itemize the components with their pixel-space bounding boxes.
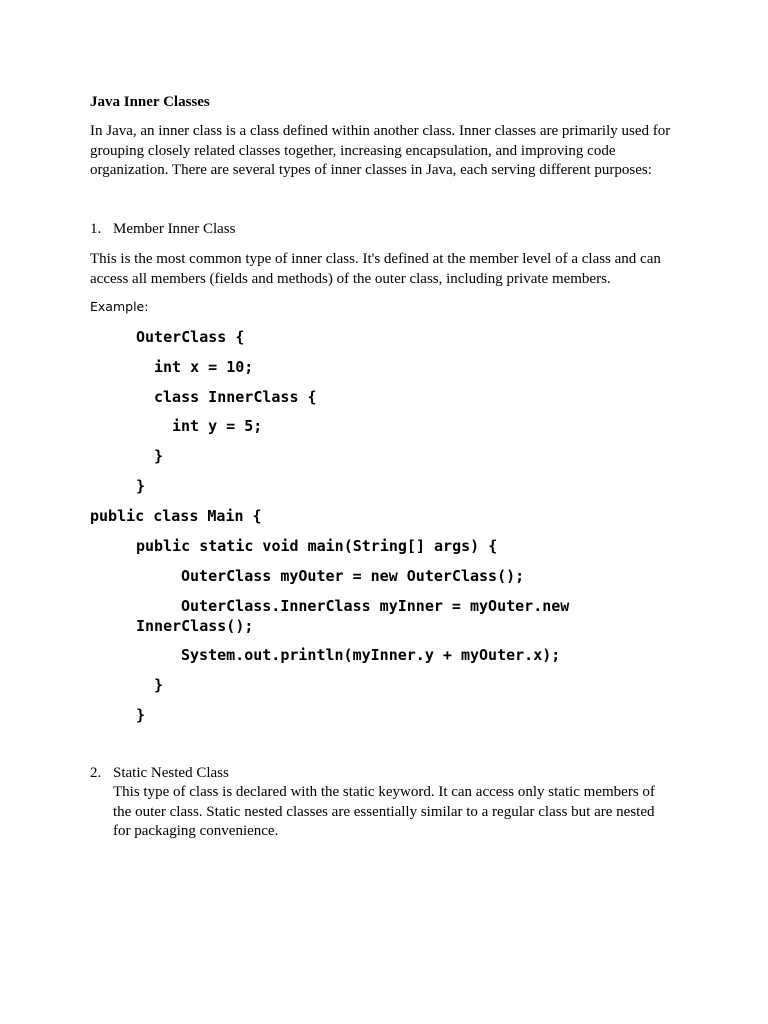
code-line: } bbox=[136, 706, 146, 724]
code-line: int x = 10; bbox=[154, 358, 254, 376]
code-line: public class Main { bbox=[90, 507, 262, 525]
code-line: OuterClass { bbox=[136, 328, 245, 346]
code-line: System.out.println(myInner.y + myOuter.x); bbox=[181, 646, 561, 664]
code-line: } bbox=[154, 447, 164, 465]
list-item-1-title: Member Inner Class bbox=[113, 221, 236, 237]
member-inner-class-description: This is the most common type of inner class. It's defined at the member level of a class and can access all members (fields and methods) of the outer class, including private members. bbox=[90, 251, 661, 287]
example-label: Example: bbox=[90, 299, 149, 314]
code-line: OuterClass.InnerClass myInner = myOuter.new bbox=[181, 597, 570, 615]
code-line: } bbox=[136, 477, 146, 495]
static-nested-class-description: This type of class is declared with the static keyword. It can access only static members of the outer class. Static nested classes are essentially similar to a regular class but are nested for packaging convenience. bbox=[113, 784, 655, 839]
document-title: Java Inner Classes bbox=[90, 94, 210, 110]
list-item-1-number: 1. bbox=[90, 221, 102, 237]
code-line: public static void main(String[] args) { bbox=[136, 537, 498, 555]
code-line: InnerClass(); bbox=[136, 617, 254, 635]
code-line: } bbox=[154, 676, 164, 694]
code-line: int y = 5; bbox=[172, 417, 263, 435]
list-item-2-number: 2. bbox=[90, 765, 102, 781]
code-line: class InnerClass { bbox=[154, 388, 317, 406]
intro-paragraph: In Java, an inner class is a class defined within another class. Inner classes are primarily used for grouping closely related classes together, increasing encapsulation, and improving code organization. There are several types of inner classes in Java, each serving different purposes: bbox=[90, 123, 671, 178]
list-item-2-title: Static Nested Class bbox=[113, 765, 229, 781]
code-line: OuterClass myOuter = new OuterClass(); bbox=[181, 567, 525, 585]
